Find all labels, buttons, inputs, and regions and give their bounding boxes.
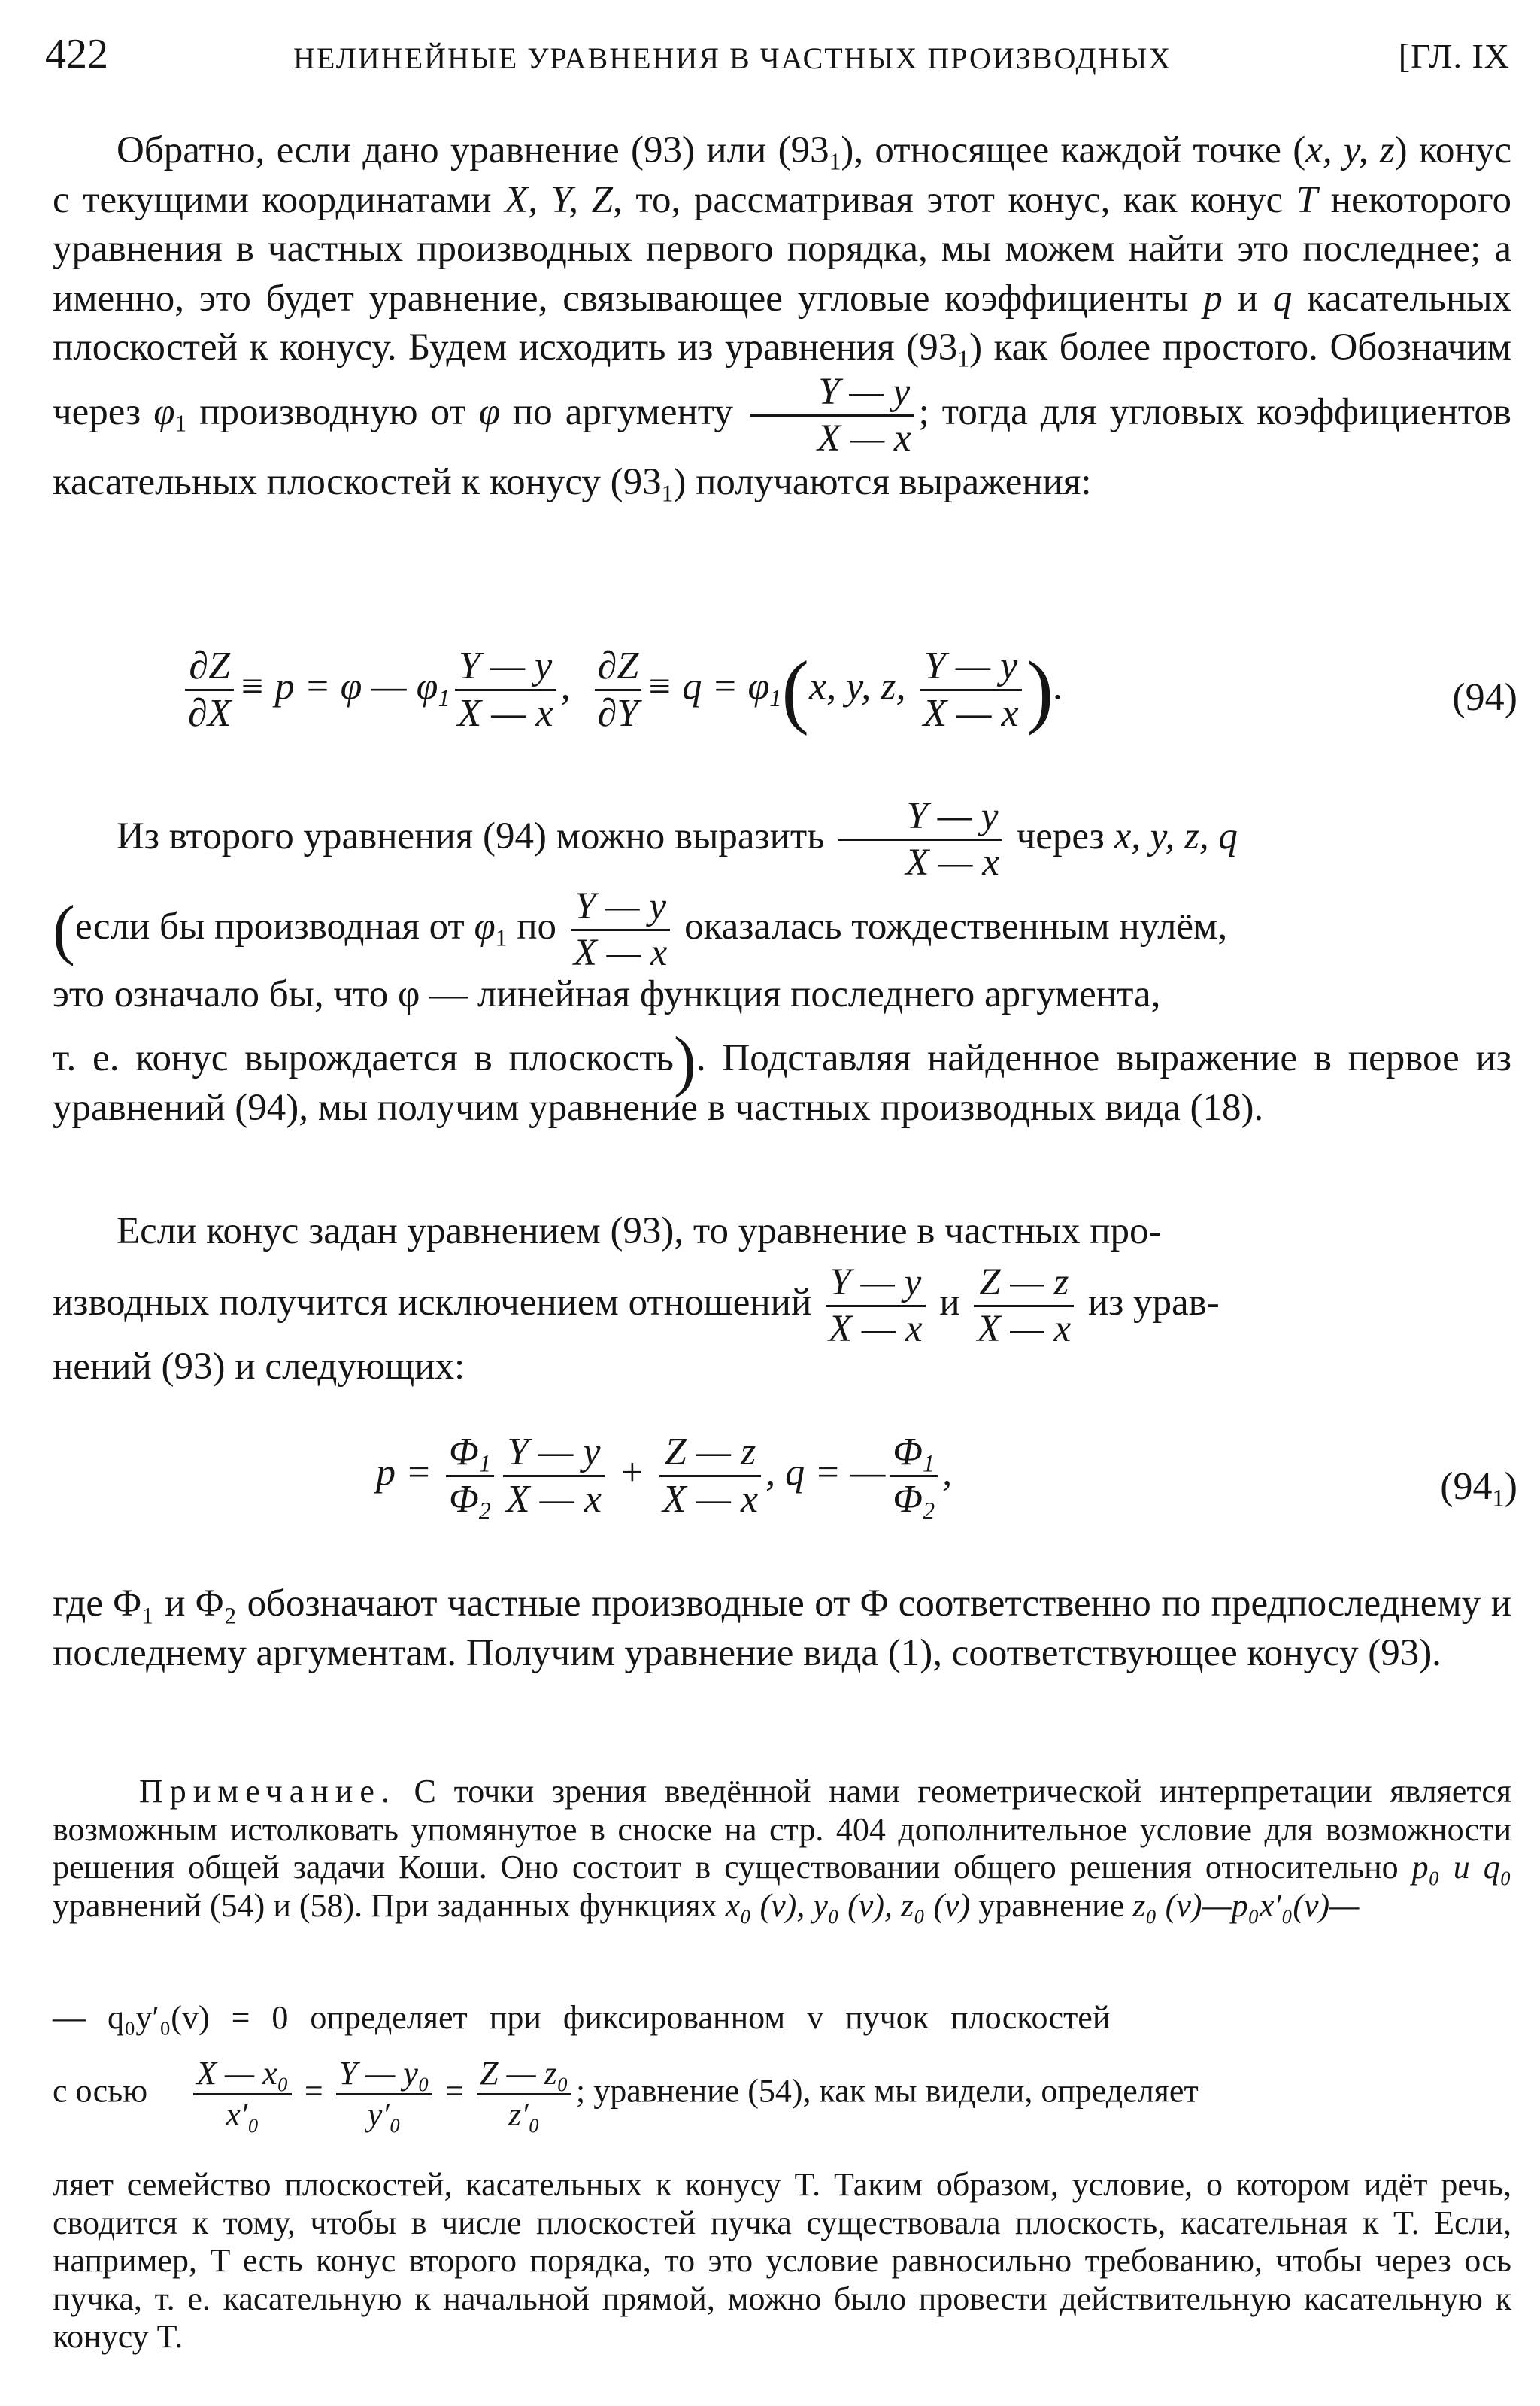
fraction-ratio: $\frac{Y — y}{X — x}$ [750, 373, 914, 458]
paragraph-3-line-1: Если конус задан уравнением (93), то уравнение в частных про- [117, 1210, 1162, 1252]
paragraph-3-line-2: изводных получится исключением отношений $\frac{Y — y}{X — x}$ и $\frac{Z — z}{X — x}$ из урав- [53, 1261, 1220, 1350]
note-line-2: — q₀y′₀(v) = 0 определяет при фиксированном v пучок плоскостей [53, 1999, 1111, 2036]
note-paragraph: Примечание. С точки зрения введённой нами геометрической интерпретации является возможным истолковать упомянутое в сноске на стр. 404 дополнительное условие для возможности решения общей задачи Коши. Оно состоит в существовании общего решения относительно p₀ и q₀ уравнений (54) и (58). При заданных функциях x₀ (v), y₀ (v), z₀ (v) уравнение z₀ (v)—p₀x′₀(v)— [53, 1773, 1512, 1924]
paragraph-2-line-3: это означало бы, что φ — линейная функция последнего аргумента, [53, 973, 1161, 1015]
running-title: НЕЛИНЕЙНЫЕ УРАВНЕНИЯ В ЧАСТНЫХ ПРОИЗВОДНЫХ [293, 41, 1172, 75]
paragraph-3-line-3: нений (93) и следующих: [53, 1346, 465, 1388]
book-page: 422 НЕЛИНЕЙНЫЕ УРАВНЕНИЯ В ЧАСТНЫХ ПРОИЗВОДНЫХ [ГЛ. IX Обратно, если дано уравнение (93) или $(93_1)$, относящее каждой точке (x, y, z) конус с текущими координатами X, Y, Z, то, рассматривая этот конус, как конус T некоторого уравнения в частных производных первого порядка, мы можем найти это последнее; а именно, это будет уравнение, связывающее угловые коэффициенты p и q касательных плоскостей к конусу. Будем исходить из уравнения $(93_1)$ как более простого. Обозначим через $\varphi_1$ производную от φ по аргументу $\frac{Y — y}{X — x}$ ; тогда для угловых коэффициентов касательных плоскостей к конусу $(93_1)$ получаются выражения: $\frac{\partial Z}{\partial X}$ ≡ p = φ — $\varphi_1$ $\frac{Y — y}{X — x}$ , $\frac{\partial Z}{\partial Y}$ ≡ $q = \varphi_1(x$, y, z, $\frac{Y — y}{X — x}$ ). (94) Из второго уравнения (94) можно выразить $\frac{Y — y}{X — x}$ через x, y, z, q (если бы производная от $\varphi_1$ по $\frac{Y — y}{X — x}$ оказалась тождественным нулём, это означало бы, что φ — линейная функция последнего аргумента, т. е. конус вырождается в плоскость). Подставляя найденное выражение в первое из уравнений (94), мы получим уравнение в частных производных вида (18). Если конус задан уравнением (93), то уравнение в частных про- изводных получится исключением отношений $\frac{Y — y}{X — x}$ и $\frac{Z — z}{X — x}$ из урав- нений (93) и следующих: p = $\frac{\Phi_1}{\Phi_2}$ $\frac{Y — y}{X — x}$ + $\frac{Z — z}{X — x}$ , q = — $\frac{\Phi_1}{\Phi_2}$ , $(94_1)$ где Φ₁ и Φ₂ обозначают частные производные от Φ соответственно по предпоследнему и последнему аргументам. Получим уравнение вида (1), соответствующее конусу (93). Примечание. С точки зрения введённой нами геометрической интерпретации является возможным истолковать упомянутое в сноске на стр. 404 дополнительное условие для возможности решения общей задачи Коши. Оно состоит в существовании общего решения относительно p₀ и q₀ уравнений (54) и (58). При заданных функциях x₀ (v), y₀ (v), z₀ (v) уравнение z₀ (v)—p₀x′₀(v)— — q₀y′₀(v) = 0 определяет при фиксированном v пучок плоскостей с осью $\frac{\text{X — x₀}}{\text{x′₀}}$ = $\frac{\text{Y — y₀}}{\text{y′₀}}$ = $\frac{\text{Z — z₀}}{\text{z′₀}}$ ; уравнение (54), как мы видели, определяет ляет семейство плоскостей, касательных к конусу T. Таким образом, условие, о котором идёт речь, сводится к тому, чтобы в числе плоскостей пучка существовала плоскость, касательная к T. Если, например, T есть конус второго порядка, то это условие равносильно требованию, чтобы через ось пучка, т. е. касательную к начальной прямой, можно было провести действительную касательную к конусу T. [45, 31, 1517, 2355]
note-line-axis: с осью $\frac{\text{X — x₀}}{\text{x′₀}}$ = $\frac{\text{Y — y₀}}{\text{y′₀}}$ = $\frac{\text{Z — z₀}}{\text{z′₀}}$ ; уравнение (54), как мы видели, определяет [53, 2055, 1199, 2133]
paragraph-4: где Φ₁ и Φ₂ обозначают частные производные от Φ соответственно по предпоследнему и последнему аргументам. Получим уравнение вида (1), соответствующее конусу (93). [53, 1582, 1511, 1674]
paragraph-2-line-1: Из второго уравнения (94) можно выразить $\frac{Y — y}{X — x}$ через x, y, z, q [117, 795, 1238, 884]
note-rest: ляет семейство плоскостей, касательных к конусу T. Таким образом, условие, о котором идёт речь, сводится к тому, чтобы в числе плоскостей пучка существовала плоскость, касательная к T. Если, например, T есть конус второго порядка, то это условие равносильно требованию, чтобы через ось пучка, т. е. касательную к начальной прямой, можно было провести действительную касательную к конусу T. [53, 2166, 1511, 2355]
chapter-label: [ГЛ. IX [1398, 37, 1510, 75]
equation-94-1-label: $(94_1)$ [1440, 1465, 1517, 1512]
equation-94-label: (94) [1452, 676, 1517, 719]
paragraph-2-rest: т. е. конус вырождается в плоскость). Подставляя найденное выражение в первое из уравнений (94), мы получим уравнение в частных производных вида (18). [53, 1024, 1512, 1129]
running-head [45, 30, 1510, 83]
page-number: 422 [45, 31, 108, 77]
note-title: Примечание. [139, 1773, 396, 1810]
paragraph-1: Обратно, если дано уравнение (93) или $(93_1)$, относящее каждой точке (x, y, z) конус с текущими координатами X, Y, Z, то, рассматривая этот конус, как конус T некоторого уравнения в частных производных первого порядка, мы можем найти это последнее; а именно, это будет уравнение, связывающее угловые коэффициенты p и q касательных плоскостей к конусу. Будем исходить из уравнения $(93_1)$ как более простого. Обозначим через $\varphi_1$ производную от φ по аргументу $\frac{Y — y}{X — x}$ ; тогда для угловых коэффициентов касательных плоскостей к конусу $(93_1)$ получаются выражения: [53, 129, 1512, 506]
paragraph-2-line-2: (если бы производная от $\varphi_1$ по $\frac{Y — y}{X — x}$ оказалась тождественным нулём, [53, 885, 1228, 974]
